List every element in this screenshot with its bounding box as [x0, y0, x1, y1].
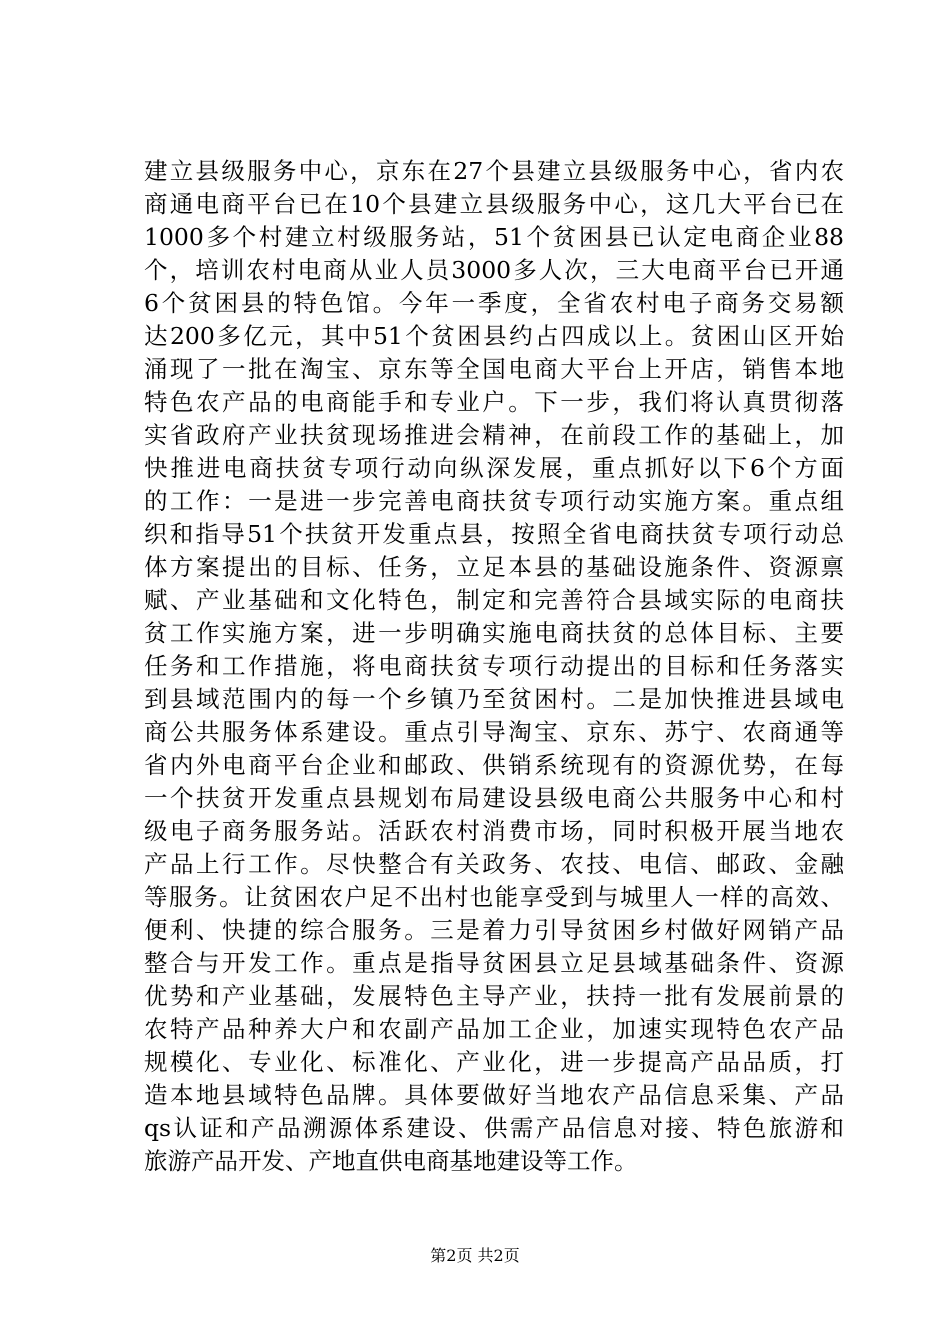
text-line: 产品上行工作。尽快整合有关政务、农技、电信、邮政、金融 [144, 850, 844, 878]
text-line: 便利、快捷的综合服务。三是着力引导贫困乡村做好网销产品 [144, 916, 844, 944]
page-number-footer: 第2页 共2页 [430, 1246, 520, 1265]
text-line: 商公共服务体系建设。重点引导淘宝、京东、苏宁、农商通等 [144, 718, 844, 746]
text-line: 省内外电商平台企业和邮政、供销系统现有的资源优势，在每 [144, 751, 844, 779]
text-line: 贫工作实施方案，进一步明确实施电商扶贫的总体目标、主要 [144, 619, 844, 647]
text-line: 级电子商务服务站。活跃农村消费市场，同时积极开展当地农 [144, 817, 844, 845]
text-line: 涌现了一批在淘宝、京东等全国电商大平台上开店，销售本地 [144, 355, 844, 383]
text-line: 造本地县域特色品牌。具体要做好当地农产品信息采集、产品 [144, 1081, 844, 1109]
text-line: 到县域范围内的每一个乡镇乃至贫困村。二是加快推进县域电 [144, 685, 844, 713]
text-line: 整合与开发工作。重点是指导贫困县立足县域基础条件、资源 [144, 949, 844, 977]
text-line: 旅游产品开发、产地直供电商基地建设等工作。 [144, 1147, 638, 1175]
text-line: 规模化、专业化、标准化、产业化，进一步提高产品品质，打 [144, 1048, 844, 1076]
text-line: 体方案提出的目标、任务，立足本县的基础设施条件、资源禀 [144, 553, 844, 581]
text-line: 的工作：一是进一步完善电商扶贫专项行动实施方案。重点组 [144, 487, 844, 515]
text-line: 快推进电商扶贫专项行动向纵深发展，重点抓好以下6个方面 [144, 454, 844, 482]
text-line: 商通电商平台已在10个县建立县级服务中心，这几大平台已在 [144, 190, 844, 218]
text-line: 6个贫困县的特色馆。今年一季度，全省农村电子商务交易额 [144, 289, 844, 317]
text-line: 农特产品种养大户和农副产品加工企业，加速实现特色农产品 [144, 1015, 844, 1043]
text-line: 特色农产品的电商能手和专业户。下一步，我们将认真贯彻落 [144, 388, 844, 416]
text-line: 一个扶贫开发重点县规划布局建设县级电商公共服务中心和村 [144, 784, 844, 812]
text-line: 赋、产业基础和文化特色，制定和完善符合县域实际的电商扶 [144, 586, 844, 614]
text-line: 建立县级服务中心，京东在27个县建立县级服务中心，省内农 [144, 157, 844, 185]
text-line: 织和指导51个扶贫开发重点县，按照全省电商扶贫专项行动总 [144, 520, 844, 548]
text-line: 个，培训农村电商从业人员3000多人次，三大电商平台已开通 [144, 256, 844, 284]
text-line: 达200多亿元，其中51个贫困县约占四成以上。贫困山区开始 [144, 322, 844, 350]
text-line: 实省政府产业扶贫现场推进会精神，在前段工作的基础上，加 [144, 421, 844, 449]
text-line: 优势和产业基础，发展特色主导产业，扶持一批有发展前景的 [144, 982, 844, 1010]
text-line: 任务和工作措施，将电商扶贫专项行动提出的目标和任务落实 [144, 652, 844, 680]
text-line: 1000多个村建立村级服务站，51个贫困县已认定电商企业88 [144, 223, 844, 251]
body-paragraph [144, 155, 844, 1178]
text-line: 等服务。让贫困农户足不出村也能享受到与城里人一样的高效、 [144, 883, 844, 911]
text-line: qs认证和产品溯源体系建设、供需产品信息对接、特色旅游和 [144, 1114, 844, 1142]
